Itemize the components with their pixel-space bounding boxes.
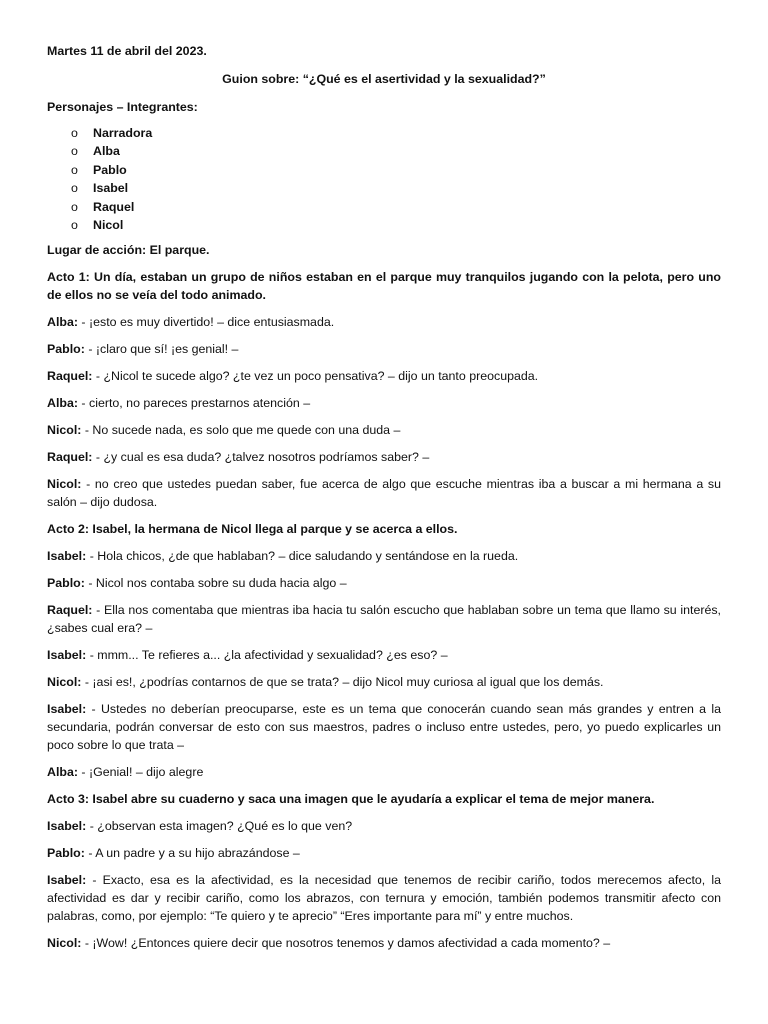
act-heading: Acto 1: Un día, estaban un grupo de niños estaban en el parque muy tranquilos jugando con la pelota, pero uno de ellos no se veía del todo animado. — [47, 270, 721, 303]
cast-heading: Personajes – Integrantes: — [47, 100, 198, 114]
dialogue-line — [47, 394, 721, 412]
act-heading: Acto 2: Isabel, la hermana de Nicol llega al parque y se acerca a ellos. — [47, 522, 458, 537]
cast-name: Raquel — [93, 199, 135, 214]
cast-name: Nicol — [93, 217, 124, 232]
bullet-icon: o — [71, 162, 78, 177]
dialogue-line — [47, 673, 721, 691]
dialogue-text: - ¡claro que sí! ¡es genial! – — [84, 342, 239, 357]
speaker-name: Raquel: — [47, 450, 93, 465]
dialogue-text: - ¡asi es!, ¿podrías contarnos de que se trata? – dijo Nicol muy curiosa al igual que los demás. — [81, 675, 604, 690]
dialogue-line — [47, 844, 721, 862]
dialogue-text: - no creo que ustedes puedan saber, fue acerca de algo que escuche mientras iba a buscar a mi hermana a su salón – dijo dudosa. — [47, 477, 721, 510]
dialogue-text: - No sucede nada, es solo que me quede con una duda – — [81, 423, 401, 438]
speaker-name: Isabel: — [47, 702, 87, 717]
cast-name: Isabel — [93, 181, 129, 196]
dialogue-line — [47, 601, 721, 637]
speaker-name: Nicol: — [47, 675, 82, 690]
cast-name: Narradora — [93, 126, 153, 140]
dialogue-line — [47, 421, 721, 439]
speaker-name: Alba: — [47, 315, 78, 330]
speaker-name: Isabel: — [47, 549, 87, 564]
cast-item — [47, 216, 721, 234]
speaker-name: Isabel: — [47, 648, 87, 663]
speaker-name: Isabel: — [47, 819, 87, 834]
bullet-icon: o — [71, 217, 78, 232]
dialogue-text: - Nicol nos contaba sobre su duda hacia algo – — [84, 576, 347, 591]
bullet-icon: o — [71, 126, 78, 140]
place-of-action: Lugar de acción: El parque. — [47, 243, 210, 258]
dialogue-line — [47, 448, 721, 466]
dialogue-text: - cierto, no pareces prestarnos atención – — [77, 396, 311, 411]
dialogue-line — [47, 646, 721, 664]
dialogue-line — [47, 934, 721, 952]
speaker-name: Alba: — [47, 396, 78, 411]
speaker-name: Raquel: — [47, 369, 93, 384]
bullet-icon: o — [71, 181, 78, 196]
speaker-name: Pablo: — [47, 342, 85, 357]
dialogue-line — [47, 574, 721, 592]
cast-item — [47, 179, 721, 197]
cast-item — [47, 124, 721, 142]
dialogue-text: - ¿y cual es esa duda? ¿talvez nosotros podríamos saber? – — [92, 450, 430, 465]
dialogue-text: - ¡esto es muy divertido! – dice entusiasmada. — [77, 315, 335, 330]
dialogue-text: - A un padre y a su hijo abrazándose – — [84, 846, 300, 861]
dialogue-line — [47, 763, 721, 781]
speaker-name: Nicol: — [47, 477, 82, 492]
cast-item — [47, 198, 721, 216]
dialogue-text: - Hola chicos, ¿de que hablaban? – dice saludando y sentándose en la rueda. — [86, 549, 519, 564]
dialogue-line — [47, 367, 721, 385]
speaker-name: Pablo: — [47, 576, 85, 591]
dialogue-line — [47, 817, 721, 835]
dialogue-line — [47, 700, 721, 754]
dialogue-text: - Ustedes no deberían preocuparse, este es un tema que conocerán cuando sean más grandes y entren a la secundaria, podrán conversar de esto con sus maestros, padres o incluso entre ustedes, pero, yo puedo explicarles un poco sobre lo que trata – — [47, 702, 721, 753]
bullet-icon: o — [71, 199, 78, 214]
dialogue-text: - Ella nos comentaba que mientras iba hacia tu salón escucho que hablaban sobre un tema que llamo su interés, ¿sabes cual era? – — [47, 603, 721, 636]
speaker-name: Raquel: — [47, 603, 93, 618]
cast-item — [47, 142, 721, 160]
dialogue-text: - mmm... Te refieres a... ¿la afectividad y sexualidad? ¿es eso? – — [86, 648, 448, 663]
act-heading: Acto 3: Isabel abre su cuaderno y saca una imagen que le ayudaría a explicar el tema de mejor manera. — [47, 792, 655, 807]
dialogue-text: - ¡Wow! ¿Entonces quiere decir que nosotros tenemos y damos afectividad a cada momento? – — [81, 936, 611, 951]
dialogue-line — [47, 313, 721, 331]
speaker-name: Nicol: — [47, 936, 82, 951]
dialogue-line — [47, 547, 721, 565]
speaker-name: Isabel: — [47, 873, 87, 888]
dialogue-text: - ¿Nicol te sucede algo? ¿te vez un poco pensativa? – dijo un tanto preocupada. — [92, 369, 539, 384]
cast-item — [47, 161, 721, 179]
speaker-name: Nicol: — [47, 423, 82, 438]
cast-name: Alba — [93, 144, 120, 159]
dialogue-text: - Exacto, esa es la afectividad, es la necesidad que tenemos de recibir cariño, todos merecemos afecto, la afectividad es dar y recibir cariño, como los abrazos, con ternura y emoción, también podemos transmitir afecto con palabras, como, por ejemplo: “Te quiero y te aprecio” “Eres importante para mí” y entre muchos. — [47, 873, 721, 924]
dialogue-line — [47, 340, 721, 358]
dialogue-text: - ¡Genial! – dijo alegre — [77, 765, 204, 780]
speaker-name: Alba: — [47, 765, 78, 780]
bullet-icon: o — [71, 144, 78, 159]
speaker-name: Pablo: — [47, 846, 85, 861]
dialogue-text: - ¿observan esta imagen? ¿Qué es lo que ven? — [86, 819, 353, 834]
cast-list — [47, 124, 721, 234]
document-date: Martes 11 de abril del 2023. — [47, 44, 207, 58]
document-title: Guion sobre: “¿Qué es el asertividad y la sexualidad?” — [222, 72, 546, 86]
dialogue-line — [47, 475, 721, 511]
cast-name: Pablo — [93, 162, 127, 177]
dialogue-line — [47, 871, 721, 925]
